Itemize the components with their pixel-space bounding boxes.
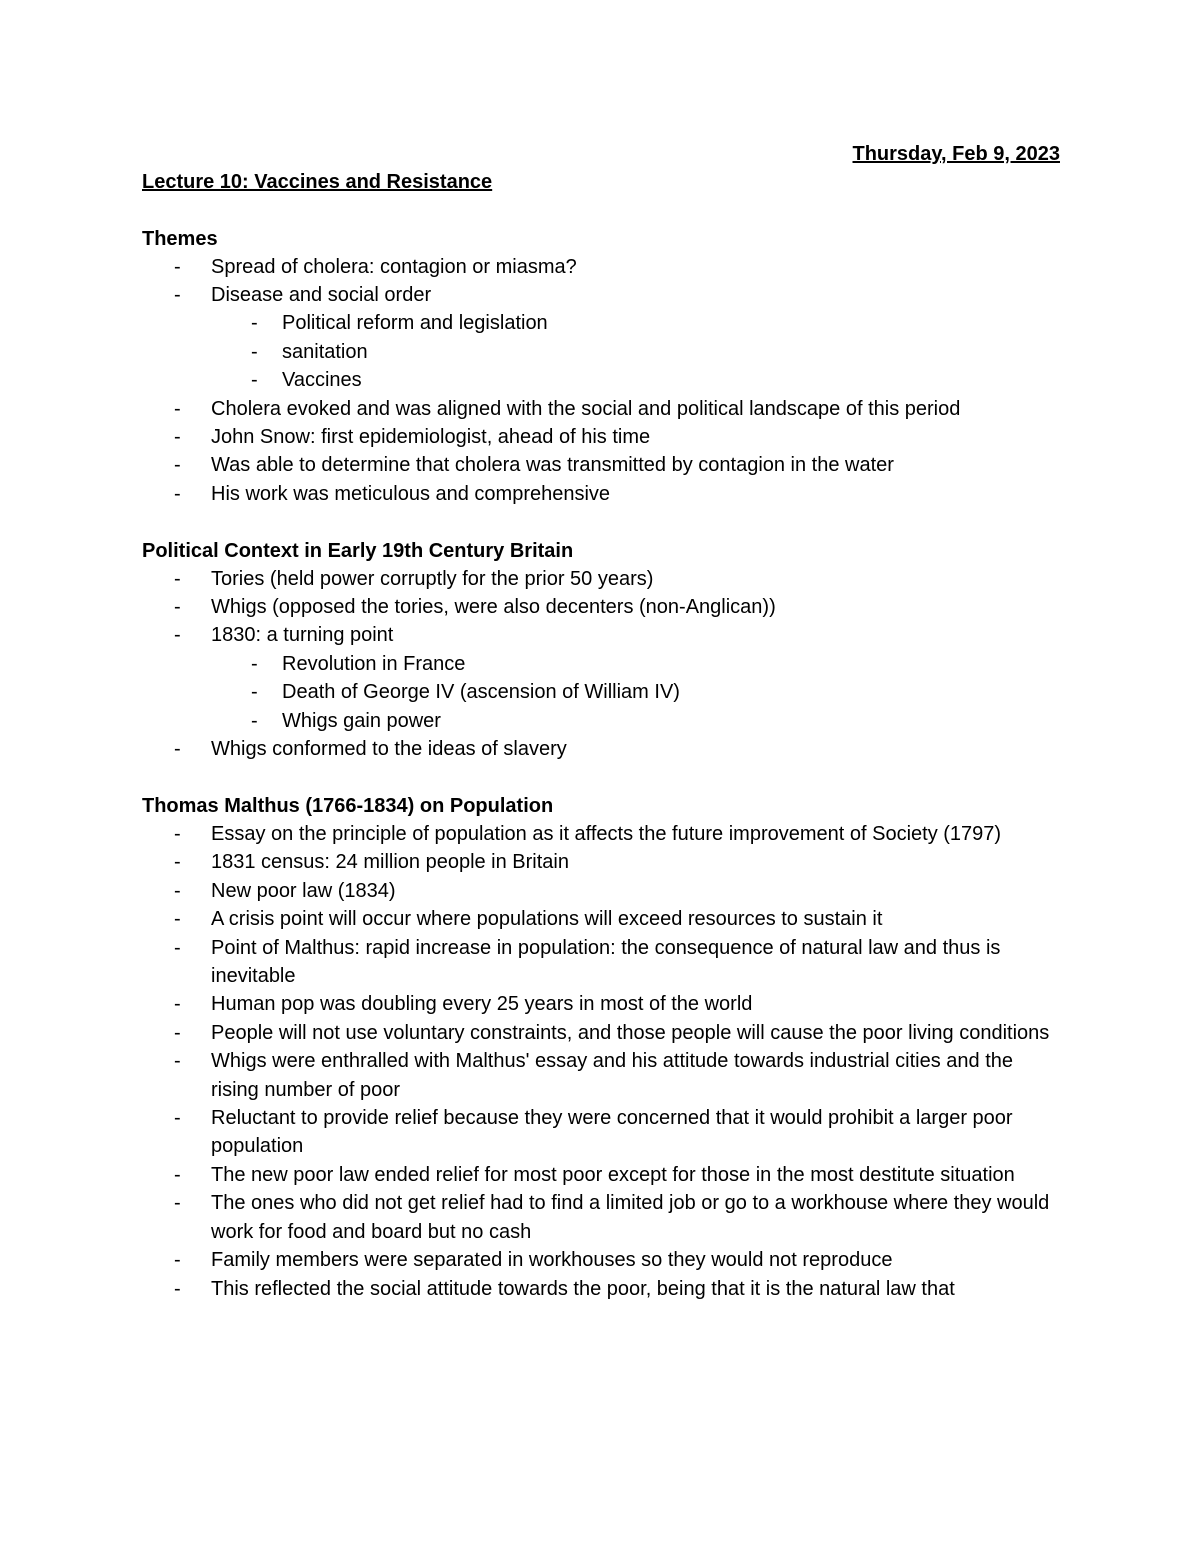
section-heading-themes: Themes: [142, 227, 218, 250]
lecture-title: Lecture 10: Vaccines and Resistance: [142, 171, 493, 193]
list-item: - Whigs were enthralled with Malthus' essay and his attitude towards industrial cities and the rising number of poor: [174, 1050, 1014, 1101]
list-item: - Revolution in France: [251, 652, 466, 675]
list-item: - Whigs (opposed the tories, were also decenters (non-Anglican)): [174, 596, 776, 619]
list-item: - Spread of cholera: contagion or miasma?: [174, 255, 577, 278]
list-item: - New poor law (1834): [174, 879, 396, 902]
list-item: - Point of Malthus: rapid increase in population: the consequence of natural law and thus is inevitable: [174, 936, 1001, 988]
sub-list: [211, 650, 1060, 735]
list-item: - Family members were separated in workhouses so they would not reproduce: [174, 1249, 893, 1272]
list-item: - The new poor law ended relief for most poor except for those in the most destitute situation: [174, 1163, 1015, 1186]
list-item: - 1831 census: 24 million people in Britain: [174, 851, 569, 874]
list-item: - Disease and social order - Political reform and legislation - sanitation - Vaccines: [142, 281, 1060, 395]
list-item: - Political reform and legislation: [251, 312, 548, 335]
list-item: - Essay on the principle of population as it affects the future improvement of Society (1797): [174, 823, 1002, 845]
list-item: - The ones who did not get relief had to find a limited job or go to a workhouse where they would work for food and board but no cash: [174, 1192, 1050, 1243]
list-item: - John Snow: first epidemiologist, ahead of his time: [174, 425, 651, 448]
themes-list: [142, 253, 1060, 509]
political-context-list: [142, 565, 1060, 764]
list-item: - People will not use voluntary constraints, and those people will cause the poor living conditions: [174, 1021, 1050, 1044]
list-item: - Whigs conformed to the ideas of slavery: [174, 738, 567, 761]
lecture-notes: [142, 140, 1060, 1303]
list-item: - Death of George IV (ascension of William IV): [251, 681, 680, 704]
list-item: - sanitation: [251, 340, 368, 363]
list-item: - Tories (held power corruptly for the prior 50 years): [174, 567, 654, 590]
section-heading-political-context: Political Context in Early 19th Century Britain: [142, 539, 574, 562]
list-item: - Was able to determine that cholera was transmitted by contagion in the water: [174, 454, 894, 477]
list-item: - Human pop was doubling every 25 years in most of the world: [174, 993, 753, 1016]
section-heading-malthus: Thomas Malthus (1766-1834) on Population: [142, 795, 554, 817]
list-item: - 1830: a turning point - Revolution in France - Death of George IV (ascension of William IV) - Whigs gain power: [142, 621, 1060, 735]
list-item: - His work was meticulous and comprehensive: [174, 482, 611, 505]
malthus-list: [142, 820, 1060, 1303]
list-item: - Reluctant to provide relief because they were concerned that it would prohibit a larger poor population: [174, 1107, 1013, 1158]
list-item: - This reflected the social attitude towards the poor, being that it is the natural law that: [174, 1277, 955, 1300]
list-item: - Vaccines: [251, 369, 362, 392]
sub-list: [211, 309, 1060, 394]
list-item: - Whigs gain power: [251, 709, 441, 732]
lecture-date: Thursday, Feb 9, 2023: [852, 143, 1060, 165]
list-item: - Cholera evoked and was aligned with the social and political landscape of this period: [174, 397, 961, 420]
list-item: - A crisis point will occur where populations will exceed resources to sustain it: [174, 908, 883, 931]
